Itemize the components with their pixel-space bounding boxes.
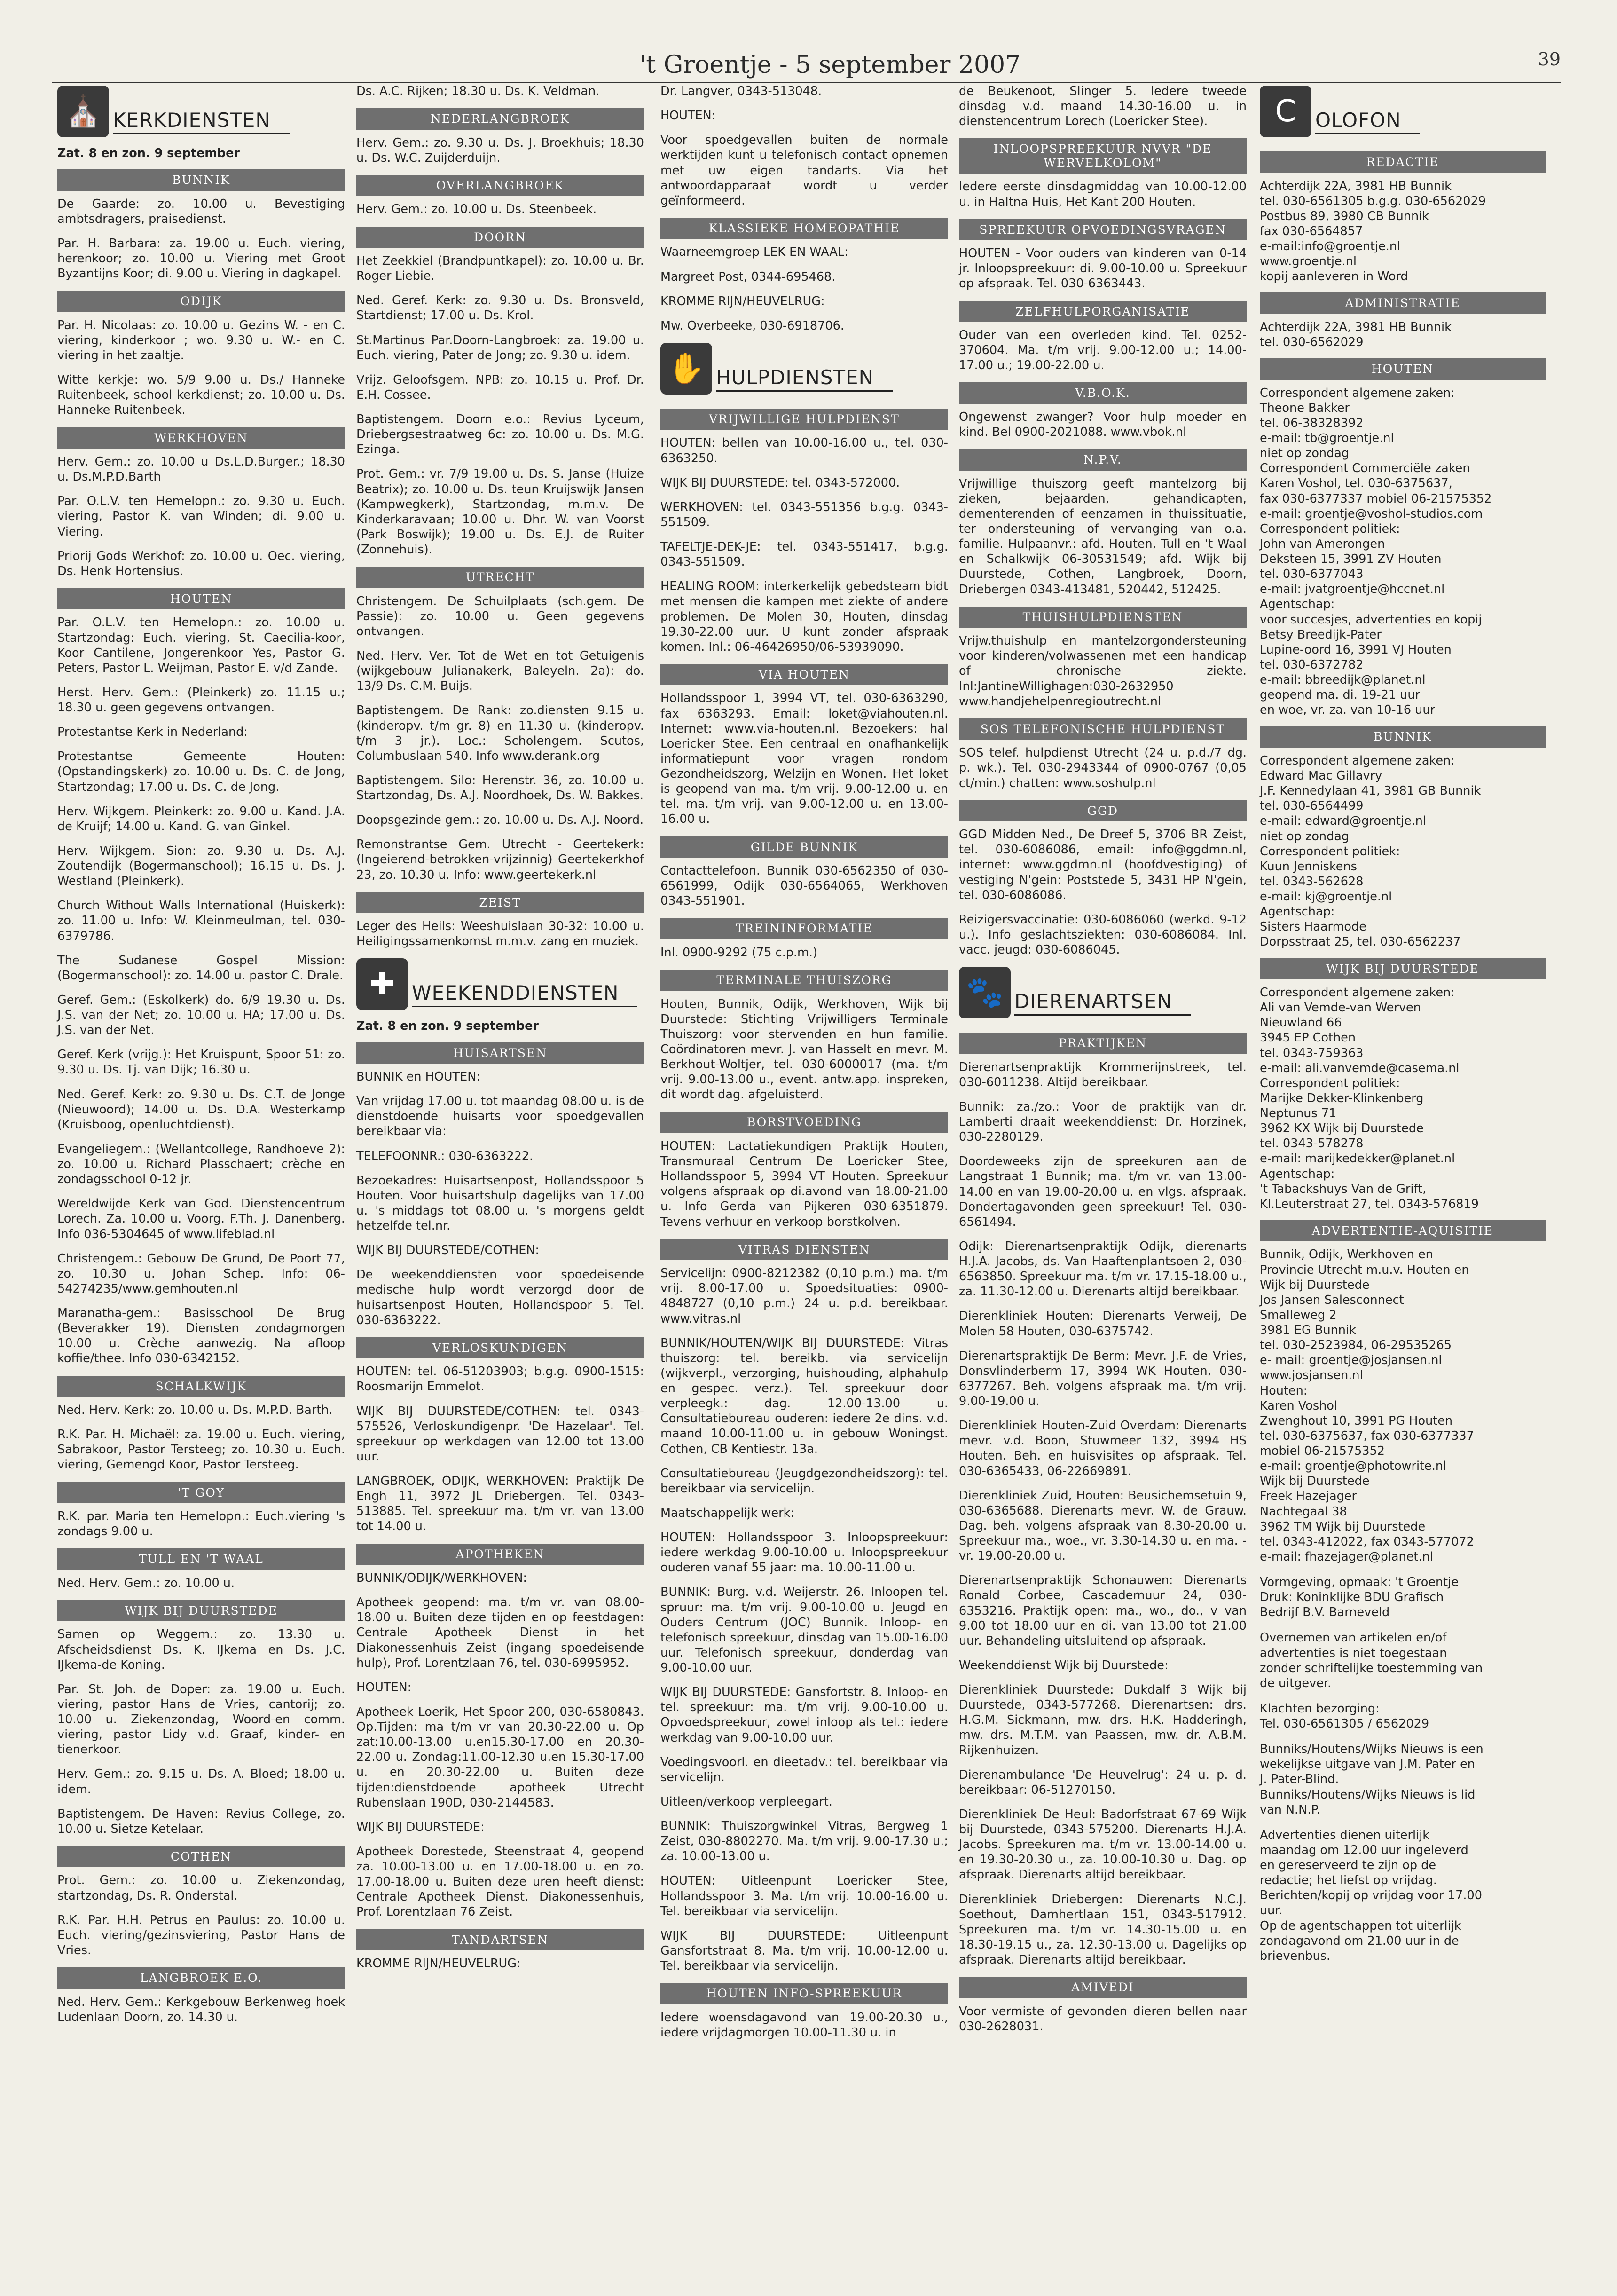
section-bar: ODIJK [57, 291, 345, 312]
colofon-line: e-mail: groentje@voshol-studios.com [1260, 506, 1483, 521]
listing-entry: BUNNIK: Burg. v.d. Weijerstr. 26. Inloopen tel. spruur: ma. t/m vrij. 9.00-10.00 u. Jeugd en Ouders Centrum (JOC) Bunnik. Inloop- en telefonisch spreekuur, dinsdag van 15.00-16.00 uur. Telefonisch spreekuur, donderdag van 9.00-10.00 uur. [660, 1585, 948, 1675]
colofon-line: brievenbus. [1260, 1949, 1331, 1963]
colofon-line: www.josjansen.nl [1260, 1368, 1363, 1383]
colofon-line: van N.N.P. [1260, 1802, 1320, 1817]
colofon-line: Sisters Haarmode [1260, 920, 1366, 934]
listing-entry: HOUTEN: [356, 1680, 412, 1695]
section-bar: SCHALKWIJK [57, 1376, 345, 1397]
listing-entry: Iedere eerste dinsdagmiddag van 10.00-12.00 u. in Haltna Huis, Het Kant 200 Houten. [959, 180, 1247, 209]
section-bar: BORSTVOEDING [660, 1112, 948, 1133]
listing-entry: WERKHOVEN: tel. 0343-551356 b.g.g. 0343-551509. [660, 500, 948, 529]
listing-entry: Van vrijdag 17.00 u. tot maandag 08.00 u. is de dienstdoende huisarts voor spoedgevallen bereikbaar via: [356, 1094, 644, 1139]
listing-entry: Ned. Herv. Ver. Tot de Wet en tot Getuigenis (wijkgebouw Julianakerk, Baleyeln. 2a): do. 13/9 Ds. C.M. Buijs. [356, 649, 644, 694]
listing-entry: Leger des Heils: Weeshuislaan 30-32: 10.00 u. Heiligingssamenkomst m.m.v. zang en muziek. [356, 919, 644, 949]
colofon-line [1260, 1691, 1546, 1701]
listing-entry: Odijk: Dierenartsenpraktijk Odijk, dierenarts H.J.A. Jacobs, ds. Van Haaftenplantsoen 2, 030-6563850. Spreekuur ma. t/m vr. 17.15-18.00 u., za. 11.30-12.00 u. Dierenarts altijd bereikbaar. [959, 1239, 1247, 1299]
listing-entry: Geref. Gem.: (Eskolkerk) do. 6/9 19.30 u. Ds. J.S. van der Net; zo. 10.00 u. HA; 17.00 u. Ds. J.S. van der Net. [57, 993, 345, 1038]
colofon-line: Kuun Jenniskens [1260, 859, 1357, 874]
section-bar: VRIJWILLIGE HULPDIENST [660, 409, 948, 430]
colofon-line: tel. 0343-562628 [1260, 874, 1364, 889]
listing-entry: Baptistengem. Doorn e.o.: Revius Lyceum, Driebergsestraatweg 6c: zo. 10.00 u. Ds. M.G. Ezinga. [356, 412, 644, 457]
colofon-line: Correspondent algemene zaken: [1260, 386, 1455, 400]
colofon-line: Nieuwland 66 [1260, 1016, 1342, 1030]
listing-entry: HEALING ROOM: interkerkelijk gebedsteam bidt met mensen die kampen met ziekte of andere problemen. De Molen 30, Houten, dinsdag 19.30-22.00 uur. U kunt zonder afspraak komen. Inl.: 06-46426950/06-53939090. [660, 579, 948, 654]
colofon-line: tel. 030-6564499 [1260, 799, 1364, 813]
section-bar: HUISARTSEN [356, 1042, 644, 1064]
listing-entry: R.K. par. Maria ten Hemelopn.: Euch.viering 's zondags 9.00 u. [57, 1509, 345, 1539]
listing-entry: Contacttelefoon. Bunnik 030-6562350 of 030-6561999, Odijk 030-6564065, Werkhoven 0343-551901. [660, 864, 948, 908]
listing-entry: Uitleen/verkoop verpleegart. [660, 1794, 832, 1809]
colofon-line: e-mail:info@groentje.nl [1260, 239, 1401, 253]
section-bar: ZELFHULPORGANISATIE [959, 301, 1247, 323]
listing-entry: Dierenartspraktijk De Berm: Mevr. J.F. de Vries, Donsvlinderberm 17, 3994 WK Houten, 030-6377267. Beh. volgens afspraak ma. t/m vrij. 9.00-19.00 u. [959, 1349, 1247, 1408]
column-hulpdiensten [660, 84, 948, 2050]
listing-entry: BUNNIK en HOUTEN: [356, 1070, 480, 1084]
listing-entry: Herv. Wijkgem. Sion: zo. 9.30 u. Ds. A.J. Zoutendijk (Bogermanschool); 16.15 u. Ds. J. Westland (Pleinkerk). [57, 844, 345, 889]
listing-entry: Herv. Wijkgem. Pleinkerk: zo. 9.00 u. Kand. J.A. de Kruijf; 14.00 u. Kand. G. van Ginkel. [57, 804, 345, 834]
colofon-line: John van Amerongen [1260, 537, 1385, 551]
listing-entry: De weekenddiensten voor spoedeisende medische hulp wordt verzorgd door de huisartsenpost Houten, Hollandspoor 5. Tel. 030-6363222. [356, 1268, 644, 1327]
colofon-line: www.groentje.nl [1260, 254, 1357, 269]
column-dierenartsen [959, 84, 1247, 2044]
section-bar: INLOOPSPREEKUUR NVVR "DE WERVELKOLOM" [959, 138, 1247, 174]
section-bar: REDACTIE [1260, 151, 1546, 173]
listing-entry: Herst. Herv. Gem.: (Pleinkerk) zo. 11.15 u.; 18.30 u. geen gegevens ontvangen. [57, 685, 345, 715]
colofon-line: tel. 0343-412022, fax 0343-577072 [1260, 1534, 1474, 1549]
continued-text: Dr. Langver, 0343-513048. [660, 84, 822, 98]
listing-entry: Hollandsspoor 1, 3994 VT, tel. 030-6363290, fax 6363293. Email: loket@viahouten.nl. Internet: www.via-houten.nl. Bezoekers: hal Loericker Stee. Een centraal en onafhankelijk informatiepunt voor vragen rondom Gezondheidszorg, Welzijn en Wonen. Het loket is geopend van ma. t/m vrij. 9.00-12.00 u. en tel. ma. t/m vrij. van 9.00-12.00 u. en 13.00-16.00 u. [660, 691, 948, 827]
listing-entry: WIJK BIJ DUURSTEDE: Gansfortstr. 8. Inloop- en tel. spreekuur: ma. t/m vrij. 9.00-10.00 u. Opvoedspreekuur, zowel inloop als tel.: iedere werkdag van 9.00-10.00 uur. [660, 1685, 948, 1745]
colofon-line: Tel. 030-6561305 / 6562029 [1260, 1717, 1429, 1731]
colofon-line: e-mail: edward@groentje.nl [1260, 814, 1426, 828]
listing-entry: Apotheek Loerik, Het Spoor 200, 030-6580843. Op.Tijden: ma t/m vr van 20.30-22.00 u. Op zat:10.00-13.00 u.en15.30-17.00 en 20.30-22.00 u. Zondag:11.00-12.30 u.en 15.30-17.00 u. en 20.30-22.00 u. Buiten deze tijden:dienstdoende apotheek Utrecht Rubenslaan 190D, 030-2144583. [356, 1704, 644, 1810]
section-bar: DOORN [356, 227, 644, 248]
listing-entry: Herv. Gem.: zo. 9.15 u. Ds. A. Bloed; 18.00 u. idem. [57, 1767, 345, 1797]
listing-entry: R.K. Par. H. Michaël: za. 19.00 u. Euch. viering, Sabrakoor, Pastor Tersteeg; zo. 10.30 u. Euch. viering, Gemengd Koor, Pastor Tersteeg. [57, 1428, 345, 1472]
section-bar: BUNNIK [57, 169, 345, 191]
listing-entry: Par. St. Joh. de Doper: za. 19.00 u. Euch. viering, pastor Hans de Vries, cantorij; zo. 10.00 u. Ziekenzondag, Woord-en comm. viering, pastor Lidy v.d. Graaf, kinder- en tienerkoor. [57, 1682, 345, 1757]
listing-entry: Voor vermiste of gevonden dieren bellen naar 030-2628031. [959, 2004, 1247, 2034]
colofon-line: Edward Mac Gillavry [1260, 769, 1382, 783]
colofon-line: Nachtegaal 38 [1260, 1504, 1347, 1519]
colofon-line: Postbus 89, 3980 CB Bunnik [1260, 209, 1429, 223]
listing-entry: Apotheek geopend: ma. t/m vr. van 08.00-18.00 u. Buiten deze tijden en op feestdagen: Centrale Apotheek Dienst in het Diakonessenhuis Zeist (ingang spoedeisende hulp), Prof. Lorentzlaan 76, tel. 030-6995952. [356, 1595, 644, 1670]
column-weekenddiensten [356, 84, 644, 1980]
colofon-line: tel. 030-6375637, fax 030-6377337 [1260, 1428, 1474, 1443]
colofon-line: e-mail: jvatgroentje@hccnet.nl [1260, 582, 1445, 597]
colofon-line: e-mail: bbreedijk@planet.nl [1260, 673, 1426, 687]
listing-entry: Herv. Gem.: zo. 9.30 u. Ds. J. Broekhuis; 18.30 u. Ds. W.C. Zuijderduijn. [356, 135, 644, 165]
church-icon: ⛪ [57, 86, 109, 137]
listing-entry: HOUTEN: Lactatiekundigen Praktijk Houten, Transmuraal Centrum De Loericker Stee, Hollandsspoor 5, 3994 VT Houten. Spreekuur volgens afspraak op di.avond van 18.00-21.00 u. Info Gerda van Pijkeren 030-6351879. Tevens verhuur en verkoop borstkolven. [660, 1139, 948, 1229]
listing-entry: WIJK BIJ DUURSTEDE/COTHEN: [356, 1243, 540, 1258]
section-title: OLOFON [1315, 108, 1420, 134]
colofon-line: de uitgever. [1260, 1676, 1332, 1690]
colofon-line: Bunniks/Houtens/Wijks Nieuws is lid [1260, 1787, 1476, 1802]
listing-entry: BUNNIK/ODIJK/WERKHOVEN: [356, 1571, 527, 1585]
colofon-line [1260, 1817, 1546, 1828]
section-bar: TREININFORMATIE [660, 918, 948, 939]
colofon-line: J. Pater-Blind. [1260, 1772, 1339, 1787]
colofon-line: 3981 EG Bunnik [1260, 1323, 1356, 1337]
listing-entry: WIJK BIJ DUURSTEDE: Uitleenpunt Gansfortstraat 8. Ma. t/m vrij. 10.00-12.00 u. Tel. bereikbaar via servicelijn. [660, 1928, 948, 1973]
listing-entry: BUNNIK: Thuiszorgwinkel Vitras, Bergweg 1 Zeist, 030-8802270. Ma. t/m vrij. 9.00-17.30 u.; za. 10.00-13.00 u. [660, 1819, 948, 1864]
listing-entry: HOUTEN: bellen van 10.00-16.00 u., tel. 030-6363250. [660, 436, 948, 466]
listing-entry: Christengem. De Schuilplaats (sch.gem. De Passie): zo. 10.00 u. Geen gegevens ontvangen. [356, 594, 644, 639]
listing-entry: TAFELTJE-DEK-JE: tel. 0343-551417, b.g.g. 0343-551509. [660, 540, 948, 569]
listing-entry: Maatschappelijk werk: [660, 1506, 794, 1520]
listing-entry: Par. H. Nicolaas: zo. 10.00 u. Gezins W. - en C. viering, kinderkoor ; wo. 9.30 u. W.- en C. viering in het zaaltje. [57, 318, 345, 363]
listing-entry: Consultatiebureau (Jeugdgezondheidszorg): tel. bereikbaar via servicelijn. [660, 1466, 948, 1496]
page-number: 39 [1538, 49, 1561, 70]
colofon-line: e-mail: kj@groentje.nl [1260, 890, 1392, 904]
colofon-line: 3945 EP Cothen [1260, 1031, 1356, 1045]
colofon-line [1260, 1620, 1546, 1630]
section-bar: WERKHOVEN [57, 427, 345, 449]
section-bar: UTRECHT [356, 567, 644, 588]
listing-entry: Bezoekadres: Huisartsenpost, Hollandsspoor 5 Houten. Voor huisartshulp dagelijks van 17.00 u. 's middags tot 08.00 u. 's morgens geldt hetzelfde tel.nr. [356, 1173, 644, 1233]
listing-entry: De Gaarde: zo. 10.00 u. Bevestiging ambtsdragers, praisedienst. [57, 197, 345, 226]
listing-entry: TELEFOONNR.: 030-6363222. [356, 1149, 534, 1163]
colofon-line: tel. 030-2523984, 06-29535265 [1260, 1338, 1452, 1353]
colofon-line: Marijke Dekker-Klinkenberg [1260, 1091, 1424, 1105]
colofon-line: Correspondent politiek: [1260, 1076, 1400, 1090]
listing-entry: Herv. Gem.: zo. 10.00 u. Ds. Steenbeek. [356, 202, 597, 217]
colofon-line: zonder schriftelijke toestemming van [1260, 1661, 1483, 1675]
colofon-line: Smalleweg 2 [1260, 1308, 1337, 1322]
colofon-line: kopij aanleveren in Word [1260, 269, 1408, 284]
listing-entry: Herv. Gem.: zo. 10.00 u Ds.L.D.Burger.; 18.30 u. Ds.M.P.D.Barth [57, 455, 345, 484]
helping-hand-icon: ✋ [660, 343, 712, 395]
listing-entry: Evangeliegem.: (Wellantcollege, Randhoeve 2): zo. 10.00 u. Richard Plasschaert; crèche en zondagsschool 0-12 jr. [57, 1142, 345, 1187]
colofon-line: Wijk bij Duurstede [1260, 1278, 1370, 1292]
colofon-line: Correspondent politiek: [1260, 844, 1400, 859]
listing-entry: Apotheek Dorestede, Steenstraat 4, geopend za. 10.00-13.00 u. en 17.00-18.00 u. en zo. 17.00-18.00 u. Buiten deze uren heeft dienst: Centrale Apotheek Dienst, Diakonessenhuis, Prof. Lorentzlaan 76 Zeist. [356, 1844, 644, 1919]
colofon-line: Correspondent Commerciële zaken [1260, 461, 1470, 476]
listing-entry: Dierenkliniek Driebergen: Dierenarts N.C.J. Soethout, Damhertlaan 151, 0343-517912. Spreekuren ma. t/m vr. 14.30-15.00 u. en 18.30-19.15 u., za. 12.30-13.00 u. Dagelijks op afspraak. Dierenarts altijd bereikbaar. [959, 1892, 1247, 1967]
section-bar: KLASSIEKE HOMEOPATHIE [660, 218, 948, 239]
colofon-line: Berichten/kopij op vrijdag voor 17.00 [1260, 1888, 1482, 1903]
section-header-dierenartsen [959, 967, 1247, 1024]
page-header [52, 47, 1561, 83]
section-bar: OVERLANGBROEK [356, 175, 644, 197]
section-bar: ADMINISTRATIE [1260, 292, 1546, 314]
colofon-line: Ali van Vemde-van Werven [1260, 1001, 1421, 1015]
listing-entry: Ned. Herv. Gem.: Kerkgebouw Berkenweg hoek Ludenlaan Doorn, zo. 14.30 u. [57, 1995, 345, 2024]
colofon-line: e-mail: ali.vanvemde@casema.nl [1260, 1061, 1460, 1075]
colofon-line: Correspondent politiek: [1260, 521, 1400, 536]
listing-entry: SOS telef. hulpdienst Utrecht (24 u. p.d./7 dg. p. wk.). Tel. 030-2943344 of 0900-0767 (0,05 ct/min.) chatten: www.soshulp.nl [959, 746, 1247, 790]
colofon-line: Bunnik, Odijk, Werkhoven en [1260, 1247, 1433, 1262]
section-bar: HOUTEN [57, 588, 345, 610]
section-title: KERKDIENSTEN [113, 108, 290, 134]
listing-entry: Reizigersvaccinatie: 030-6086060 (werkd. 9-12 u.). Info geslachtsziekten: 030-6086084. Inl. vacc. jeugd: 030-6086045. [959, 912, 1247, 957]
section-title: WEEKENDDIENSTEN [412, 981, 637, 1007]
section-bar: HOUTEN [1260, 358, 1546, 380]
listing-entry: Remonstrantse Gem. Utrecht - Geertekerk: (Ingeierend-betrokken-vrijzinnig) Geertekerkhof 23, zo. 10.30 u. Info: www.geertekerk.nl [356, 837, 644, 882]
listing-entry: Doopsgezinde gem.: zo. 10.00 u. Ds. A.J. Noord. [356, 813, 644, 828]
listing-entry: Prot. Gem.: zo. 10.00 u. Ziekenzondag, startzondag, Ds. R. Onderstal. [57, 1873, 345, 1903]
colofon-line: Agentschap: [1260, 597, 1335, 612]
listing-entry: Vrijz. Geloofsgem. NPB: zo. 10.15 u. Prof. Dr. E.H. Cossee. [356, 372, 644, 402]
colofon-line: Jos Jansen Salesconnect [1260, 1293, 1404, 1307]
listing-entry: HOUTEN - Voor ouders van kinderen van 0-14 jr. Inloopspreekuur: di. 9.00-10.00 u. Spreekuur op afspraak. Tel. 030-6363443. [959, 246, 1247, 291]
colofon-line: Correspondent algemene zaken: [1260, 753, 1455, 768]
colofon-line: e-mail: fhazejager@planet.nl [1260, 1549, 1433, 1564]
colofon-line: 3962 KX Wijk bij Duurstede [1260, 1121, 1424, 1136]
section-title: HULPDIENSTEN [716, 365, 893, 392]
listing-entry: KROMME RIJN/HEUVELRUG: [660, 294, 825, 308]
listing-entry: Ongewenst zwanger? Voor hulp moeder en kind. Bel 0900-2021088. www.vbok.nl [959, 410, 1247, 439]
section-bar: 'T GOY [57, 1482, 345, 1504]
colofon-line: mobiel 06-21575352 [1260, 1444, 1385, 1458]
colofon-line: fax 030-6377337 mobiel 06-21575352 [1260, 491, 1492, 506]
listing-entry: Maranatha-gem.: Basisschool De Brug (Beverakker 19). Diensten zondagmorgen 10.00 u. Crèche aanwezig. Na afloop koffie/thee. Info 030-6342152. [57, 1306, 345, 1366]
colofon-line: e-mail: marijkedekker@planet.nl [1260, 1152, 1455, 1166]
continued-text: Voor spoedgevallen buiten de normale werktijden kunt u telefonisch contact opnemen met uw eigen tandarts. Via het antwoordapparaat wordt u verder geïnformeerd. [660, 133, 948, 208]
listing-entry: Ned. Herv. Gem.: zo. 10.00 u. [57, 1576, 235, 1590]
letter-c-icon: C [1260, 86, 1311, 137]
listing-entry: Het Zeekkiel (Brandpuntkapel): zo. 10.00 u. Br. Roger Liebie. [356, 254, 644, 284]
colofon-line: Deksteen 15, 3991 ZV Houten [1260, 552, 1442, 566]
listing-entry: Dierenkliniek De Heul: Badorfstraat 67-69 Wijk bij Duurstede, 0343-575200. Dierenarts H.J.A. Jacobs. Spreekuren ma. t/m vr. 13.00-14.00 u. en 19.30-20.30 u., za. 10.00-10.30 u. Dag. op afspraak. Dierenarts altijd bereikbaar. [959, 1807, 1247, 1882]
listing-entry: Bunnik: za./zo.: Voor de praktijk van dr. Lamberti draait weekenddienst: Dr. Horzinek, 030-2280129. [959, 1099, 1247, 1144]
colofon-line: fax 030-6564857 [1260, 224, 1363, 238]
colofon-line: tel. 030-6562029 [1260, 335, 1364, 349]
listing-entry: Vrijwillige thuiszorg geeft mantelzorg bij zieken, bejaarden, gehandicapten, dementerenden of eenzamen in thuissituatie, ter ondersteuning of vervanging van o.a. familie. Hulpaanvr.: afd. Houten, Tull en 't Waal en Schalkwijk 06-30531549; afd. Wijk bij Duurstede, Cothen, Langbroek, Doorn, Driebergen 0343-413481, 520442, 512425. [959, 476, 1247, 597]
first-aid-icon: ✚ [356, 958, 408, 1010]
listing-entry: Ned. Herv. Kerk: zo. 10.00 u. Ds. M.P.D. Barth. [57, 1403, 333, 1417]
colofon-line: Achterdijk 22A, 3981 HB Bunnik [1260, 320, 1452, 334]
section-bar: VITRAS DIENSTEN [660, 1239, 948, 1261]
colofon-line: voor succesjes, advertenties en kopij [1260, 612, 1482, 627]
listing-entry: Dierenkliniek Zuid, Houten: Beusichemsetuin 9, 030-6365688. Dierenarts mevr. W. de Grauw. Dag. beh. volgens afspraak van 8.30-20.00 u. Spreekuur ma., woe., vr. 3.30-14.30 u. en ma. - vr. 19.00-20.00 u. [959, 1488, 1247, 1563]
section-bar: WIJK BIJ DUURSTEDE [1260, 958, 1546, 980]
colofon-line: Karen Voshol [1260, 1398, 1337, 1413]
listing-entry: The Sudanese Gospel Mission: (Bogermanschool): zo. 14.00 u. pastor C. Drale. [57, 953, 345, 983]
section-header-hulpdiensten [660, 343, 948, 400]
listing-entry: Christengem.: Gebouw De Grund, De Poort 77, zo. 10.30 u. Johan Schep. Info: 06-54274235/www.gemhouten.nl [57, 1251, 345, 1296]
colofon-line: en gereserveerd te zijn op de [1260, 1858, 1436, 1872]
pet-icon: 🐾 [959, 967, 1011, 1018]
colofon-line: uur. [1260, 1903, 1283, 1918]
colofon-line: Correspondent algemene zaken: [1260, 986, 1455, 1000]
listing-entry: Houten, Bunnik, Odijk, Werkhoven, Wijk bij Duurstede: Stichting Vrijwilligers Terminale Thuiszorg: voor stervenden en hun familie. Coördinatoren mevr. J. van Hasselt en mevr. M. Berkhout-Woltjer, tel. 030-6000017 (ma. t/m vrij. 9.00-13.00 u., event. antw.app. inspreken, dit wordt dag. afgeluisterd. [660, 997, 948, 1102]
listing-entry: Servicelijn: 0900-8212382 (0,10 p.m.) ma. t/m vrij. 8.00-17.00 u. Spoedsituaties: 0900-4848727 (0,10 p.m.) 24 u. p.d. bereikbaar. www.vitras.nl [660, 1266, 948, 1326]
colofon-line: tel. 06-38328392 [1260, 416, 1364, 430]
listing-entry: Dierenambulance 'De Heuvelrug': 24 u. p. d. bereikbaar: 06-51270150. [959, 1767, 1247, 1797]
section-subtitle: Zat. 8 en zon. 9 september [57, 146, 240, 160]
colofon-line: Betsy Breedijk-Pater [1260, 627, 1382, 642]
column-colofon [1260, 84, 1546, 1964]
listing-entry: Vrijw.thuishulp en mantelzorgondersteuning voor kinderen/volwassenen met een handicap of chronische ziekte. Inl:JantineWillighagen:030-2632950 www.handjehelpenregioutrecht.nl [959, 634, 1247, 709]
listing-entry: Mw. Overbeeke, 030-6918706. [660, 318, 844, 333]
section-bar: COTHEN [57, 1846, 345, 1868]
colofon-line: tel. 0343-759363 [1260, 1046, 1364, 1060]
colofon-line: Houten: [1260, 1383, 1308, 1398]
listing-entry: Ned. Geref. Kerk: zo. 9.30 u. Ds. Bronsveld, Startdienst; 17.00 u. Ds. Krol. [356, 293, 644, 323]
listing-entry: Margreet Post, 0344-695468. [660, 269, 836, 284]
colofon-line: Vormgeving, opmaak: 't Groentje [1260, 1575, 1459, 1589]
listing-entry: Protestantse Kerk in Nederland: [57, 725, 248, 740]
section-bar: THUISHULPDIENSTEN [959, 607, 1247, 628]
listing-entry: Par. H. Barbara: za. 19.00 u. Euch. viering, herenkoor; zo. 10.00 u. Viering met Groot Byzantijns Koor; di. 9.00 u. Viering in dagkapel. [57, 236, 345, 281]
colofon-line: Advertenties dienen uiterlijk [1260, 1828, 1429, 1842]
colofon-line: wekelijkse uitgave van J.M. Pater en [1260, 1757, 1475, 1772]
section-bar: NEDERLANGBROEK [356, 108, 644, 130]
colofon-line: e-mail: groentje@photowrite.nl [1260, 1459, 1447, 1474]
column-kerkdiensten [57, 84, 345, 2034]
colofon-line: Bedrijf B.V. Barneveld [1260, 1605, 1390, 1620]
listing-entry: HOUTEN: tel. 06-51203903; b.g.g. 0900-1515: Roosmarijn Emmelot. [356, 1365, 644, 1394]
listing-entry: Weekenddienst Wijk bij Duurstede: [959, 1658, 1169, 1673]
section-bar: AMIVEDI [959, 1977, 1247, 1998]
colofon-line: J.F. Kennedylaan 41, 3981 GB Bunnik [1260, 784, 1481, 798]
colofon-line [1260, 1731, 1546, 1742]
listing-entry: Waarneemgroep LEK EN WAAL: [660, 245, 848, 260]
listing-entry: WIJK BIJ DUURSTEDE/COTHEN: tel. 0343-575526, Verloskundigenpr. 'De Hazelaar'. Tel. spreekuur op werkdagen van 12.00 tot 13.00 uur. [356, 1404, 644, 1464]
listing-entry: Church Without Walls International (Huiskerk): zo. 11.00 u. Info: W. Kleinmeulman, tel. 030-6379786. [57, 899, 345, 943]
newspaper-title: 't Groentje - 5 september 2007 [639, 51, 1021, 79]
colofon-line: Neptunus 71 [1260, 1106, 1337, 1120]
listing-entry: Voedingsvoorl. en dieetadv.: tel. bereikbaar via servicelijn. [660, 1755, 948, 1784]
listing-entry: LANGBROEK, ODIJK, WERKHOVEN: Praktijk De Engh 11, 3972 JL Driebergen. Tel. 0343-513885. Tel. spreekuur ma. t/m vr. van 13.00 tot 14.00 u. [356, 1474, 644, 1534]
listing-entry: Baptistengem. De Rank: zo.diensten 9.15 u. (kinderopv. t/m gr. 8) en 11.30 u. (kinderopv. t/m 3 jr.). Loc.: Scholengem. Scutos, Columbuslaan 540. Info www.derank.org [356, 703, 644, 763]
listing-entry: WIJK BIJ DUURSTEDE: [356, 1820, 485, 1834]
colofon-line: e-mail: tb@groentje.nl [1260, 431, 1394, 445]
colofon-line: tel. 030-6561305 b.g.g. 030-6562029 [1260, 194, 1486, 208]
listing-entry: Par. O.L.V. ten Hemelopn.: zo. 10.00 u. Startzondag: Euch. viering, St. Caecilia-koor, Koor Cantilene, Jongerenkoor Yes, Pastor G. Peters, Pastor L. Weijman, Pastor E. v/d Zande. [57, 615, 345, 675]
section-bar: TERMINALE THUISZORG [660, 970, 948, 991]
colofon-line: maandag om 12.00 uur ingeleverd [1260, 1843, 1468, 1857]
colofon-line: 3962 TM Wijk bij Duurstede [1260, 1519, 1426, 1534]
section-bar: SPREEKUUR OPVOEDINGSVRAGEN [959, 219, 1247, 241]
colofon-line: Theone Bakker [1260, 401, 1350, 415]
listing-entry: Ouder van een overleden kind. Tel. 0252-370604. Ma. t/m vrij. 9.00-12.00 u.; 14.00-17.00 u.; 19.00-22.00 u. [959, 328, 1247, 373]
colofon-line: tel. 0343-578278 [1260, 1136, 1364, 1151]
listing-entry: HOUTEN: Uitleenpunt Loericker Stee, Hollandsspoor 3. Ma. t/m vrij. 10.00-16.00 u. Tel. bereikbaar via servicelijn. [660, 1874, 948, 1918]
section-bar: VIA HOUTEN [660, 664, 948, 686]
section-bar: ZEIST [356, 892, 644, 914]
section-bar: SOS TELEFONISCHE HULPDIENST [959, 718, 1247, 740]
colofon-line: geopend ma. di. 19-21 uur [1260, 688, 1420, 702]
colofon-line: niet op zondag [1260, 829, 1350, 844]
section-subtitle: Zat. 8 en zon. 9 september [356, 1019, 539, 1034]
colofon-line: Karen Voshol, tel. 030-6375637, [1260, 476, 1452, 491]
continued-text: Ds. A.C. Rijken; 18.30 u. Ds. K. Veldman. [356, 84, 600, 98]
listing-entry: St.Martinus Par.Doorn-Langbroek: za. 19.00 u. Euch. viering, Pater de Jong; zo. 9.30 u. idem. [356, 333, 644, 363]
colofon-line: Klachten bezorging: [1260, 1701, 1380, 1716]
colofon-line: 't Tabackshuys Van de Grift, [1260, 1182, 1427, 1196]
section-bar: N.P.V. [959, 449, 1247, 471]
section-bar: V.B.O.K. [959, 382, 1247, 404]
colofon-line: Dorpsstraat 25, tel. 030-6562237 [1260, 935, 1461, 949]
colofon-line: en woe, vr. za. van 10-16 uur [1260, 703, 1435, 718]
colofon-line: advertenties is niet toegestaan [1260, 1646, 1447, 1660]
listing-entry: Wereldwijde Kerk van God. Dienstencentrum Lorech. Za. 10.00 u. Voorg. F.Th. J. Danenberg. Info 036-5304645 of www.lifeblad.nl [57, 1197, 345, 1241]
listing-entry: Ned. Geref. Kerk: zo. 9.30 u. Ds. C.T. de Jonge (Nieuwoord); 14.00 u. Ds. D.A. Westerkamp (Kruisboog, openluchtdienst). [57, 1087, 345, 1132]
colofon-line: Agentschap: [1260, 1167, 1335, 1181]
listing-entry: Dierenartsenpraktijk Krommerijnstreek, tel. 030-6011238. Altijd bereikbaar. [959, 1060, 1247, 1089]
listing-entry: HOUTEN: Hollandsspoor 3. Inloopspreekuur: iedere werkdag 9.00-10.00 u. Inloopspreekuur ouderen vanaf 55 jaar: ma. 10.00-11.00 u. [660, 1531, 948, 1575]
section-header-kerkdiensten [57, 86, 345, 143]
listing-entry: Witte kerkje: wo. 5/9 9.00 u. Ds./ Hanneke Ruitenbeek, school kerkdienst; zo. 10.00 u. Ds. Hanneke Ruitenbeek. [57, 373, 345, 418]
colofon-line: Kl.Leuterstraat 27, tel. 0343-576819 [1260, 1197, 1479, 1211]
listing-entry: Baptistengem. De Haven: Revius College, zo. 10.00 u. Sietze Ketelaar. [57, 1807, 345, 1836]
section-bar: TANDARTSEN [356, 1929, 644, 1951]
listing-entry: Par. O.L.V. ten Hemelopn.: zo. 9.30 u. Euch. viering, Pastor K. van Winden; di. 9.00 u. Viering. [57, 494, 345, 539]
listing-entry: Dierenkliniek Duurstede: Dukdalf 3 Wijk bij Duurstede, 0343-577268. Dierenartsen: drs. H.G.M. Sickmann, mw. drs. H.K. Hadderingh, mw. drs. M.T.M. van Paassen, mw. dr. A.B.M. Rijkenhuizen. [959, 1683, 1247, 1758]
section-header-weekenddiensten [356, 958, 644, 1016]
listing-entry: Geref. Kerk (vrijg.): Het Kruispunt, Spoor 51: zo. 9.30 u. Ds. Tj. van Dijk; 16.30 u. [57, 1048, 345, 1077]
continued-text: HOUTEN: [660, 109, 716, 123]
section-bar: LANGBROEK E.O. [57, 1967, 345, 1989]
colofon-line: Zwenghout 10, 3991 PG Houten [1260, 1413, 1453, 1428]
section-bar: GGD [959, 800, 1247, 822]
section-bar: HOUTEN INFO-SPREEKUUR [660, 1983, 948, 2004]
section-bar: APOTHEKEN [356, 1544, 644, 1565]
section-title: DIERENARTSEN [1014, 989, 1191, 1016]
colofon-line: e- mail: groentje@josjansen.nl [1260, 1353, 1442, 1368]
colofon-line: niet op zondag [1260, 446, 1350, 461]
section-bar: BUNNIK [1260, 726, 1546, 748]
section-bar: TULL EN 'T WAAL [57, 1548, 345, 1570]
section-bar: WIJK BIJ DUURSTEDE [57, 1600, 345, 1622]
listing-entry: Prot. Gem.: vr. 7/9 19.00 u. Ds. S. Janse (Huize Beatrix); zo. 10.00 u. Ds. teun Kruijswijk Jansen (Kampwegkerk), Startzondag, m.m.v. De Kinderkaravaan; 10.00 u. Dhr. W. van Voorst (Park Boswijk); 19.00 u. Ds. E.J. de Ruiter (Zonnehuis). [356, 467, 644, 557]
colofon-line: Op de agentschappen tot uiterlijk [1260, 1918, 1461, 1933]
section-bar: VERLOSKUNDIGEN [356, 1337, 644, 1359]
colofon-line: redactie; het liefst op vrijdag. [1260, 1873, 1437, 1888]
listing-entry: Protestantse Gemeente Houten: (Opstandingskerk) zo. 10.00 u. Ds. C. de Jong, Startzondag; 17.00 u. Ds. C. de Jong. [57, 750, 345, 794]
colofon-line [1260, 1564, 1546, 1575]
listing-entry: Iedere woensdagavond van 19.00-20.30 u., iedere vrijdagmorgen 10.00-11.30 u. in [660, 2010, 948, 2040]
colofon-line: Agentschap: [1260, 905, 1335, 919]
colofon-line: Lupine-oord 16, 3991 VJ Houten [1260, 642, 1452, 657]
colofon-line: Bunniks/Houtens/Wijks Nieuws is een [1260, 1742, 1484, 1757]
continued-text: de Beukenoot, Slinger 5. Iedere tweede dinsdag v.d. maand 14.30-16.00 u. in dienstencentrum Lorech (Loericker Stee). [959, 84, 1247, 129]
colofon-line: tel. 030-6372782 [1260, 657, 1364, 672]
colofon-line: Druk: Koninklijke BDU Grafisch [1260, 1590, 1444, 1605]
listing-entry: R.K. Par. H.H. Petrus en Paulus: zo. 10.00 u. Euch. viering/gezinsviering, Pastor Hans de Vries. [57, 1913, 345, 1957]
listing-entry: Inl. 0900-9292 (75 c.p.m.) [660, 945, 817, 960]
colofon-line: Overnemen van artikelen en/of [1260, 1631, 1447, 1645]
listing-entry: KROMME RIJN/HEUVELRUG: [356, 1957, 521, 1971]
colofon-line: Achterdijk 22A, 3981 HB Bunnik [1260, 179, 1452, 193]
section-bar: GILDE BUNNIK [660, 836, 948, 858]
colofon-line: Provincie Utrecht m.u.v. Houten en [1260, 1262, 1469, 1277]
section-header-colofon [1260, 86, 1546, 143]
section-bar: PRAKTIJKEN [959, 1033, 1247, 1054]
colofon-line: tel. 030-6377043 [1260, 567, 1364, 582]
listing-entry: Samen op Weggem.: zo. 13.30 u. Afscheidsdienst Ds. K. IJkema en Ds. J.C. IJkema-de Koning. [57, 1627, 345, 1672]
listing-entry: Baptistengem. Silo: Herenstr. 36, zo. 10.00 u. Startzondag, Ds. A.J. Noordhoek, Ds. W. Bakkes. [356, 773, 644, 803]
colofon-line: zondagavond om 21.00 uur in de [1260, 1933, 1459, 1948]
listing-entry: Doordeweeks zijn de spreekuren aan de Langstraat 1 Bunnik; ma. t/m vr. van 13.00-14.00 en van 19.00-20.00 u. en vlgs. afspraak. Dondertagavonden geen spreekuur! Tel. 030-6561494. [959, 1154, 1247, 1229]
colofon-line: Wijk bij Duurstede [1260, 1474, 1370, 1489]
listing-entry: Dierenkliniek Houten-Zuid Overdam: Dierenarts mevr. v.d. Boon, Stuwmeer 132, 3994 HS Houten. Beh. en huisvisites op afspraak. Tel. 030-6365433, 06-22669891. [959, 1419, 1247, 1478]
listing-entry: BUNNIK/HOUTEN/WIJK BIJ DUURSTEDE: Vitras thuiszorg: tel. bereikb. via servicelijn (wijkverpl., verzorging, huishouding, alphahulp en gespec. verz.). Tel. spreekuur door verpleegk.: dag. 12.00-13.00 u. Consultatiebureau ouderen: iedere 2e dins. v.d. maand 10.00-11.00 u. in gebouw Woningst. Cothen, CB Kentiestr. 13a. [660, 1336, 948, 1456]
listing-entry: Dierenartsenpraktijk Schonauwen: Dierenarts Ronald Corbee, Cascademuur 24, 030-6353216. Praktijk open: ma., wo., do., v van 9.00 tot 18.00 uur en di. van 13.00 tot 21.00 uur. Behandeling uitsluitend op afspraak. [959, 1573, 1247, 1648]
listing-entry: GGD Midden Ned., De Dreef 5, 3706 BR Zeist, tel. 030-6086086, email: info@ggdmn.nl, internet: www.ggdmn.nl (hoofdvestiging) of vestiging N'gein: Poststede 5, 3431 HP N'gein, tel. 030-6086086. [959, 828, 1247, 902]
section-bar: ADVERTENTIE-AQUISITIE [1260, 1220, 1546, 1242]
colofon-line: Freek Hazejager [1260, 1489, 1357, 1504]
listing-entry: Priorij Gods Werkhof: zo. 10.00 u. Oec. viering, Ds. Henk Hortensius. [57, 549, 345, 578]
listing-entry: Dierenkliniek Houten: Dierenarts Verweij, De Molen 58 Houten, 030-6375742. [959, 1309, 1247, 1339]
listing-entry: WIJK BIJ DUURSTEDE: tel. 0343-572000. [660, 475, 900, 490]
